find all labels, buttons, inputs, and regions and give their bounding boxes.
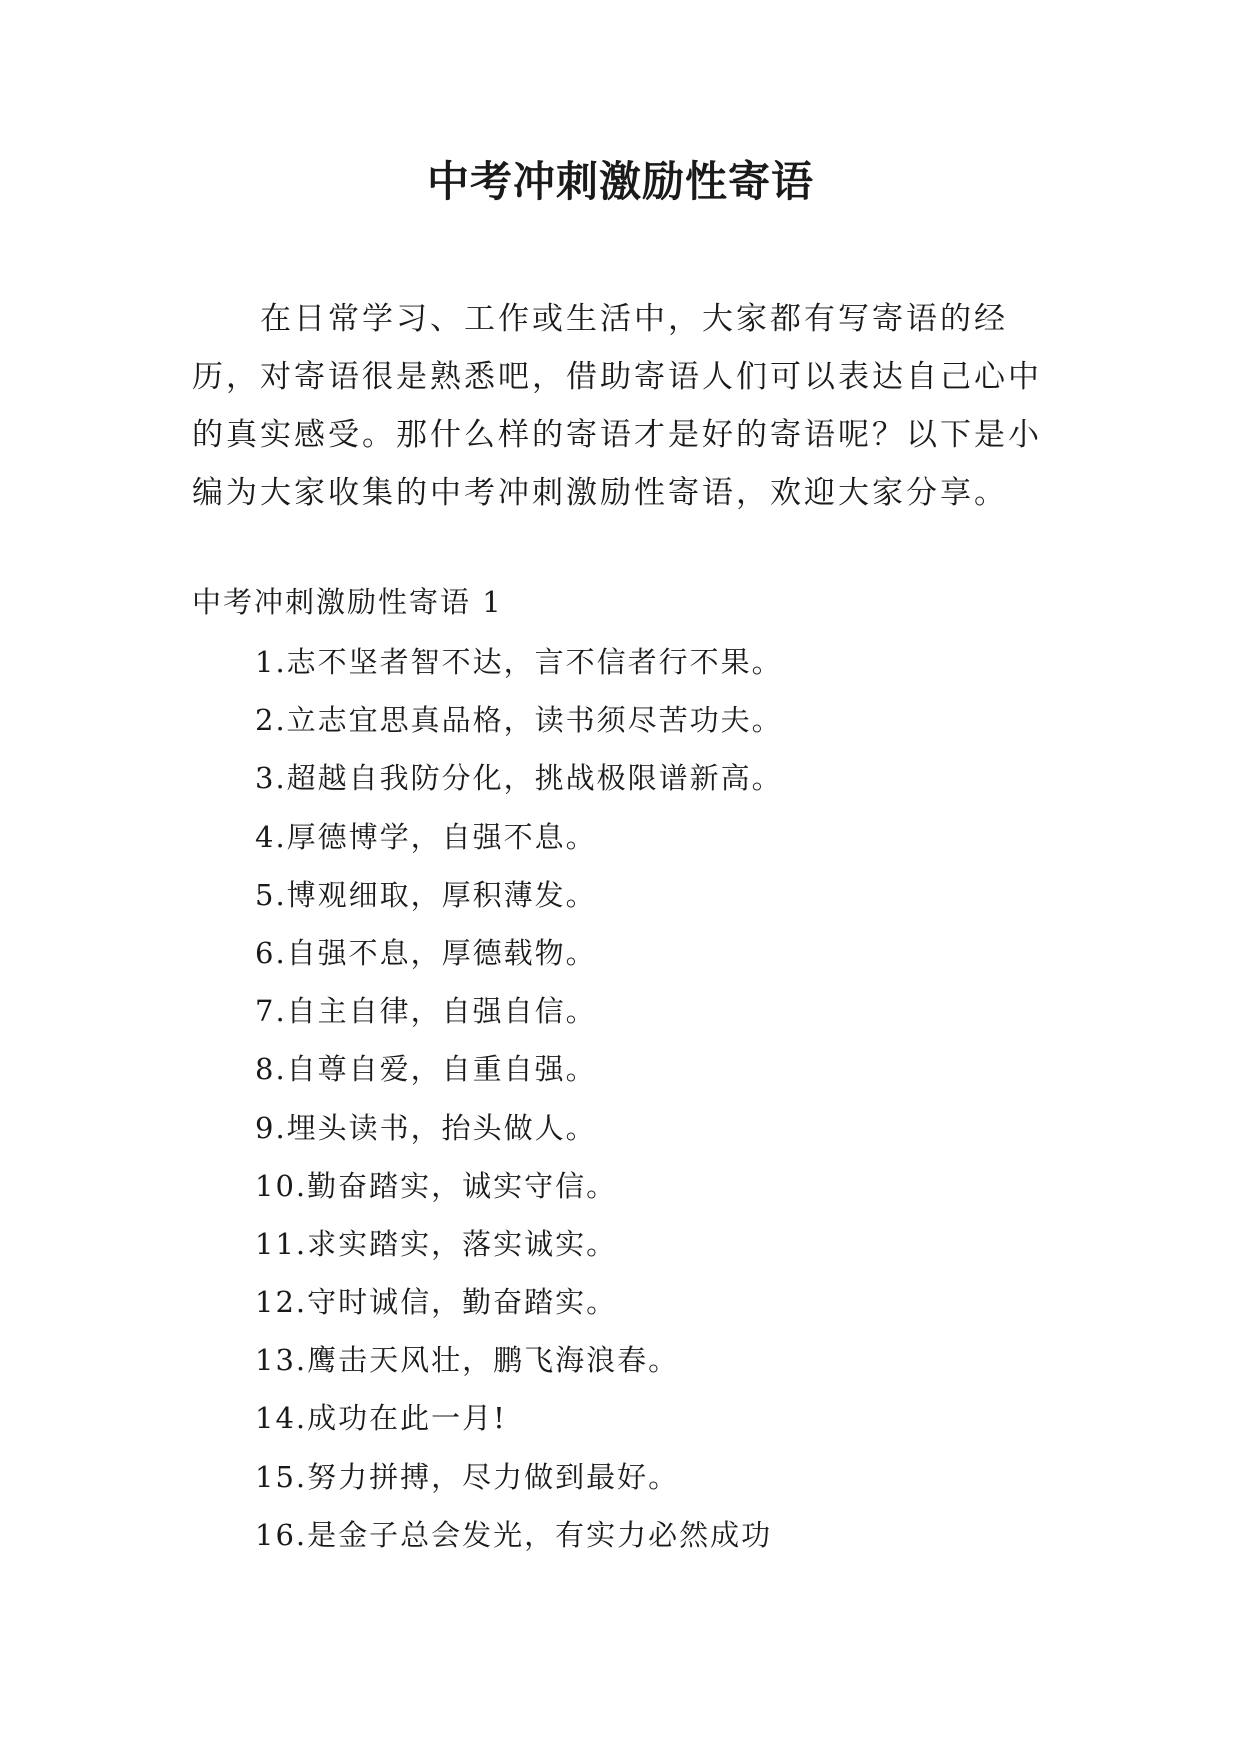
list-item: 14.成功在此一月! <box>255 1401 507 1436</box>
message-list <box>255 638 783 1569</box>
list-item: 16.是金子总会发光，有实力必然成功 <box>255 1517 773 1552</box>
list-item: 3.超越自我防分化，挑战极限谱新高。 <box>255 761 783 796</box>
list-item: 6.自强不息，厚德载物。 <box>255 935 597 970</box>
list-item: 12.守时诚信，勤奋踏实。 <box>255 1285 618 1320</box>
list-item: 7.自主自律，自强自信。 <box>255 994 597 1029</box>
list-item: 5.博观细取，厚积薄发。 <box>255 877 597 912</box>
list-item: 9.埋头读书，抬头做人。 <box>255 1110 597 1145</box>
list-item: 10.勤奋踏实，诚实守信。 <box>255 1168 618 1203</box>
intro-paragraph: 在日常学习、工作或生活中，大家都有写寄语的经历，对寄语很是熟悉吧，借助寄语人们可以表达自己心中的真实感受。那什么样的寄语才是好的寄语呢？以下是小编为大家收集的中考冲刺激励性寄语，欢迎大家分享。 <box>192 301 1042 511</box>
list-item: 1.志不坚者智不达，言不信者行不果。 <box>255 645 783 679</box>
page-title: 中考冲刺激励性寄语 <box>426 157 814 206</box>
list-item: 2.立志宜思真品格，读书须尽苦功夫。 <box>255 703 783 738</box>
list-item: 15.努力拼搏，尽力做到最好。 <box>255 1459 680 1494</box>
list-item: 11.求实踏实，落实诚实。 <box>255 1226 618 1261</box>
list-item: 8.自尊自爱，自重自强。 <box>255 1052 597 1087</box>
list-item: 4.厚德博学，自强不息。 <box>255 819 597 854</box>
list-item: 13.鹰击天风壮，鹏飞海浪春。 <box>255 1343 680 1378</box>
section-heading: 中考冲刺激励性寄语 1 <box>192 585 503 619</box>
